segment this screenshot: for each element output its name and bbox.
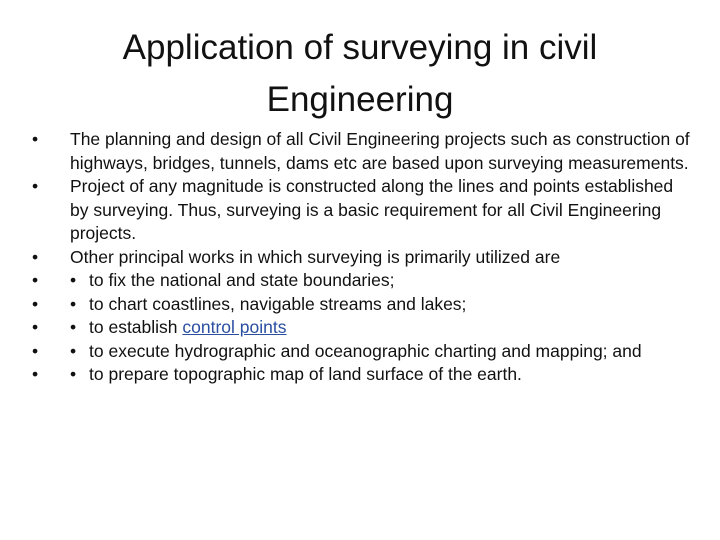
bullet-item-planning-design <box>0 128 720 175</box>
sub-bullet-marker: • <box>70 293 77 314</box>
bullet-item-boundaries <box>0 269 720 293</box>
bullet-item-hydrographic <box>0 340 720 364</box>
bullet-text: Other principal works in which surveying is primarily utilized are <box>70 246 561 267</box>
bullet-marker: • <box>32 293 39 314</box>
bullet-text: to prepare topographic map of land surface of the earth. <box>89 364 522 384</box>
sub-bullet-marker: • <box>70 317 77 337</box>
bullet-marker: • <box>32 340 39 361</box>
bullet-text: Project of any magnitude is constructed along the lines and points established by surveying. Thus, surveying is a basic requirement for all Civil Engineering projects. <box>70 176 674 243</box>
bullet-item-coastlines <box>0 293 720 317</box>
bullet-item-topographic-map <box>0 363 720 387</box>
bullet-marker: • <box>32 317 39 337</box>
sub-bullet-marker: • <box>70 340 77 361</box>
slide-title <box>60 22 660 126</box>
sub-bullet-marker: • <box>70 364 77 384</box>
bullet-text: to chart coastlines, navigable streams and lakes; <box>89 293 467 314</box>
bullet-marker: • <box>32 270 39 290</box>
bullet-marker: • <box>32 129 39 149</box>
bullet-item-control-points <box>0 316 720 340</box>
slide-title-line-1: Application of surveying in civil <box>122 28 598 67</box>
bullet-text: to execute hydrographic and oceanographic charting and mapping; and <box>89 340 642 361</box>
control-points-link[interactable]: control points <box>182 317 287 337</box>
bullet-list <box>0 128 720 387</box>
bullet-item-project-magnitude <box>0 175 720 246</box>
bullet-text: The planning and design of all Civil Engineering projects such as construction of highways, bridges, tunnels, dams etc are based upon surveying measurements. <box>70 129 690 173</box>
slide-title-line-2: Engineering <box>266 80 454 119</box>
bullet-item-other-works <box>0 246 720 270</box>
bullet-text: to establish <box>89 317 183 337</box>
sub-bullet-marker: • <box>70 270 77 290</box>
bullet-marker: • <box>32 176 39 196</box>
bullet-text: to fix the national and state boundaries; <box>89 270 395 290</box>
bullet-marker: • <box>32 364 39 384</box>
bullet-marker: • <box>32 246 39 267</box>
